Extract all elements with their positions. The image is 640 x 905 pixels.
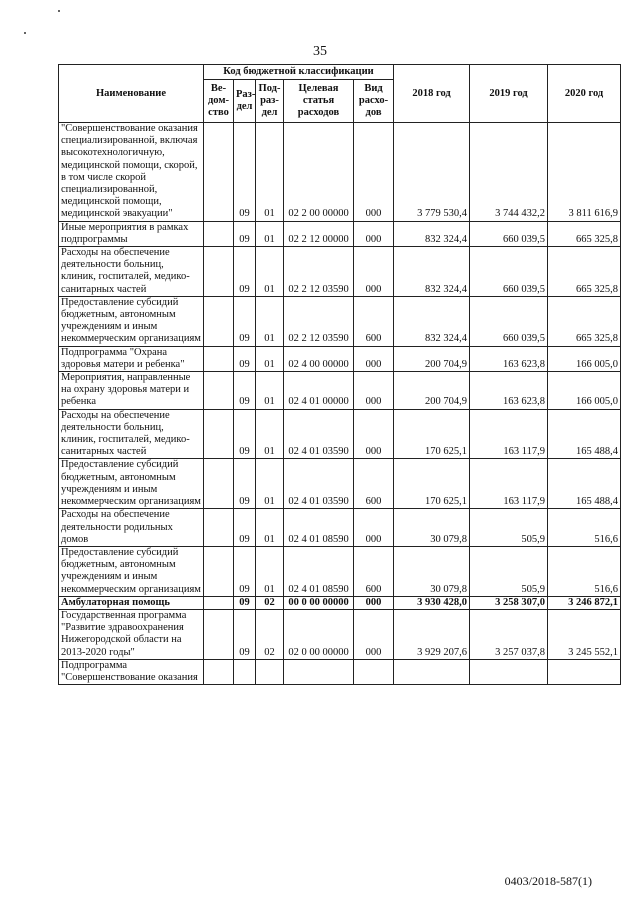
row-2018-cell: 30 079,8 xyxy=(394,509,470,547)
row-vedomstvo-cell xyxy=(204,409,234,459)
row-expense-type-cell: 000 xyxy=(354,221,394,246)
row-name-cell: Подпрограмма "Охрана здоровья матери и ребенка" xyxy=(59,346,204,371)
row-vedomstvo-cell xyxy=(204,609,234,659)
header-razdel: Раз-дел xyxy=(234,80,256,123)
budget-table xyxy=(58,64,621,685)
header-2019: 2019 год xyxy=(470,65,548,123)
row-2019-cell: 660 039,5 xyxy=(470,221,548,246)
row-vedomstvo-cell xyxy=(204,596,234,609)
row-razdel-cell: 09 xyxy=(234,372,256,410)
row-podrazdel-cell: 01 xyxy=(256,546,284,596)
row-2020-cell xyxy=(548,659,621,684)
row-2019-cell xyxy=(470,659,548,684)
row-2019-cell: 660 039,5 xyxy=(470,247,548,297)
scan-speck xyxy=(58,10,60,12)
table-row xyxy=(59,509,621,547)
header-classification-group: Код бюджетной классификации xyxy=(204,65,394,80)
row-2019-cell: 660 039,5 xyxy=(470,296,548,346)
row-target-article-cell: 02 4 01 00000 xyxy=(284,372,354,410)
row-razdel-cell: 09 xyxy=(234,346,256,371)
row-podrazdel-cell: 02 xyxy=(256,609,284,659)
row-razdel-cell: 09 xyxy=(234,409,256,459)
row-name-cell: Расходы на обеспечение деятельности больниц, клиник, госпиталей, медико-санитарных частей xyxy=(59,409,204,459)
table-row xyxy=(59,296,621,346)
row-target-article-cell: 02 2 00 00000 xyxy=(284,123,354,222)
header-expense-type: Вид расхо-дов xyxy=(354,80,394,123)
row-target-article-cell xyxy=(284,659,354,684)
row-target-article-cell: 02 4 01 03590 xyxy=(284,409,354,459)
table-row xyxy=(59,123,621,222)
row-expense-type-cell xyxy=(354,659,394,684)
row-2020-cell: 665 325,8 xyxy=(548,221,621,246)
row-2018-cell: 832 324,4 xyxy=(394,247,470,297)
row-2018-cell: 3 779 530,4 xyxy=(394,123,470,222)
row-podrazdel-cell: 01 xyxy=(256,372,284,410)
header-2020: 2020 год xyxy=(548,65,621,123)
row-vedomstvo-cell xyxy=(204,509,234,547)
row-podrazdel-cell xyxy=(256,659,284,684)
row-name-cell: Расходы на обеспечение деятельности больниц, клиник, госпиталей, медико-санитарных частей xyxy=(59,247,204,297)
row-2019-cell: 3 257 037,8 xyxy=(470,609,548,659)
row-2018-cell: 832 324,4 xyxy=(394,221,470,246)
row-podrazdel-cell: 01 xyxy=(256,409,284,459)
row-vedomstvo-cell xyxy=(204,123,234,222)
row-razdel-cell: 09 xyxy=(234,596,256,609)
row-expense-type-cell: 600 xyxy=(354,296,394,346)
row-2018-cell: 170 625,1 xyxy=(394,409,470,459)
header-vedomstvo: Ве-дом-ство xyxy=(204,80,234,123)
row-2018-cell: 170 625,1 xyxy=(394,459,470,509)
row-target-article-cell: 02 2 12 03590 xyxy=(284,296,354,346)
row-expense-type-cell: 000 xyxy=(354,372,394,410)
header-target-article: Целевая статья расходов xyxy=(284,80,354,123)
row-2019-cell: 3 744 432,2 xyxy=(470,123,548,222)
row-razdel-cell: 09 xyxy=(234,221,256,246)
row-razdel-cell: 09 xyxy=(234,546,256,596)
row-name-cell: Предоставление субсидий бюджетным, автономным учреждениям и иным некоммерческим организациям xyxy=(59,546,204,596)
row-2020-cell: 165 488,4 xyxy=(548,459,621,509)
row-razdel-cell: 09 xyxy=(234,296,256,346)
table-row xyxy=(59,221,621,246)
row-2019-cell: 163 117,9 xyxy=(470,459,548,509)
row-razdel-cell: 09 xyxy=(234,123,256,222)
table-row xyxy=(59,346,621,371)
row-name-cell: Предоставление субсидий бюджетным, автономным учреждениям и иным некоммерческим организациям xyxy=(59,459,204,509)
row-2020-cell: 665 325,8 xyxy=(548,247,621,297)
row-vedomstvo-cell xyxy=(204,247,234,297)
row-2020-cell: 166 005,0 xyxy=(548,346,621,371)
row-2018-cell: 30 079,8 xyxy=(394,546,470,596)
row-expense-type-cell: 000 xyxy=(354,247,394,297)
row-vedomstvo-cell xyxy=(204,221,234,246)
row-2018-cell: 200 704,9 xyxy=(394,346,470,371)
row-razdel-cell: 09 xyxy=(234,247,256,297)
row-2019-cell: 3 258 307,0 xyxy=(470,596,548,609)
table-row xyxy=(59,459,621,509)
row-razdel-cell xyxy=(234,659,256,684)
row-name-cell: Расходы на обеспечение деятельности родильных домов xyxy=(59,509,204,547)
row-2020-cell: 3 245 552,1 xyxy=(548,609,621,659)
row-2019-cell: 163 623,8 xyxy=(470,372,548,410)
page-number: 35 xyxy=(313,44,327,59)
row-podrazdel-cell: 01 xyxy=(256,123,284,222)
row-expense-type-cell: 000 xyxy=(354,346,394,371)
row-expense-type-cell: 000 xyxy=(354,123,394,222)
row-podrazdel-cell: 01 xyxy=(256,247,284,297)
row-name-cell: Иные мероприятия в рамках подпрограммы xyxy=(59,221,204,246)
row-vedomstvo-cell xyxy=(204,546,234,596)
table-row xyxy=(59,247,621,297)
row-2018-cell: 3 929 207,6 xyxy=(394,609,470,659)
row-podrazdel-cell: 01 xyxy=(256,509,284,547)
row-2019-cell: 505,9 xyxy=(470,546,548,596)
row-2020-cell: 665 325,8 xyxy=(548,296,621,346)
row-target-article-cell: 02 0 00 00000 xyxy=(284,609,354,659)
row-vedomstvo-cell xyxy=(204,346,234,371)
row-podrazdel-cell: 02 xyxy=(256,596,284,609)
table-row xyxy=(59,609,621,659)
row-2019-cell: 505,9 xyxy=(470,509,548,547)
row-2019-cell: 163 117,9 xyxy=(470,409,548,459)
row-name-cell: Амбулаторная помощь xyxy=(59,596,204,609)
row-razdel-cell: 09 xyxy=(234,509,256,547)
header-name: Наименование xyxy=(59,65,204,123)
row-podrazdel-cell: 01 xyxy=(256,459,284,509)
table-body xyxy=(59,123,621,685)
row-vedomstvo-cell xyxy=(204,296,234,346)
table-row xyxy=(59,372,621,410)
table-row xyxy=(59,659,621,684)
row-vedomstvo-cell xyxy=(204,459,234,509)
row-razdel-cell: 09 xyxy=(234,459,256,509)
row-name-cell: "Совершенствование оказания специализированной, включая высокотехнологичную, медицинской помощи, скорой, в том числе скорой специализированной, медицинской помощи, медицинской эвакуации" xyxy=(59,123,204,222)
row-podrazdel-cell: 01 xyxy=(256,346,284,371)
row-target-article-cell: 02 4 01 03590 xyxy=(284,459,354,509)
header-podrazdel: Под-раз-дел xyxy=(256,80,284,123)
row-2020-cell: 3 246 872,1 xyxy=(548,596,621,609)
row-razdel-cell: 09 xyxy=(234,609,256,659)
row-expense-type-cell: 000 xyxy=(354,509,394,547)
row-name-cell: Предоставление субсидий бюджетным, автономным учреждениям и иным некоммерческим организациям xyxy=(59,296,204,346)
row-target-article-cell: 02 2 12 00000 xyxy=(284,221,354,246)
row-expense-type-cell: 000 xyxy=(354,409,394,459)
row-name-cell: Подпрограмма "Совершенствование оказания xyxy=(59,659,204,684)
row-2020-cell: 165 488,4 xyxy=(548,409,621,459)
row-expense-type-cell: 000 xyxy=(354,596,394,609)
row-podrazdel-cell: 01 xyxy=(256,221,284,246)
row-target-article-cell: 02 2 12 03590 xyxy=(284,247,354,297)
row-2020-cell: 3 811 616,9 xyxy=(548,123,621,222)
table-row xyxy=(59,409,621,459)
table-row xyxy=(59,596,621,609)
row-2018-cell: 200 704,9 xyxy=(394,372,470,410)
document-code: 0403/2018-587(1) xyxy=(504,874,592,888)
row-name-cell: Государственная программа "Развитие здравоохранения Нижегородской области на 2013-2020 годы" xyxy=(59,609,204,659)
row-target-article-cell: 02 4 01 08590 xyxy=(284,546,354,596)
row-expense-type-cell: 600 xyxy=(354,546,394,596)
row-2018-cell xyxy=(394,659,470,684)
row-target-article-cell: 00 0 00 00000 xyxy=(284,596,354,609)
row-podrazdel-cell: 01 xyxy=(256,296,284,346)
row-2020-cell: 516,6 xyxy=(548,546,621,596)
row-target-article-cell: 02 4 00 00000 xyxy=(284,346,354,371)
table-row xyxy=(59,546,621,596)
row-2018-cell: 3 930 428,0 xyxy=(394,596,470,609)
scan-speck xyxy=(24,32,26,34)
row-expense-type-cell: 000 xyxy=(354,609,394,659)
row-2020-cell: 516,6 xyxy=(548,509,621,547)
row-2020-cell: 166 005,0 xyxy=(548,372,621,410)
row-2019-cell: 163 623,8 xyxy=(470,346,548,371)
row-name-cell: Мероприятия, направленные на охрану здоровья матери и ребенка xyxy=(59,372,204,410)
row-target-article-cell: 02 4 01 08590 xyxy=(284,509,354,547)
row-expense-type-cell: 600 xyxy=(354,459,394,509)
header-2018: 2018 год xyxy=(394,65,470,123)
row-vedomstvo-cell xyxy=(204,372,234,410)
row-2018-cell: 832 324,4 xyxy=(394,296,470,346)
row-vedomstvo-cell xyxy=(204,659,234,684)
